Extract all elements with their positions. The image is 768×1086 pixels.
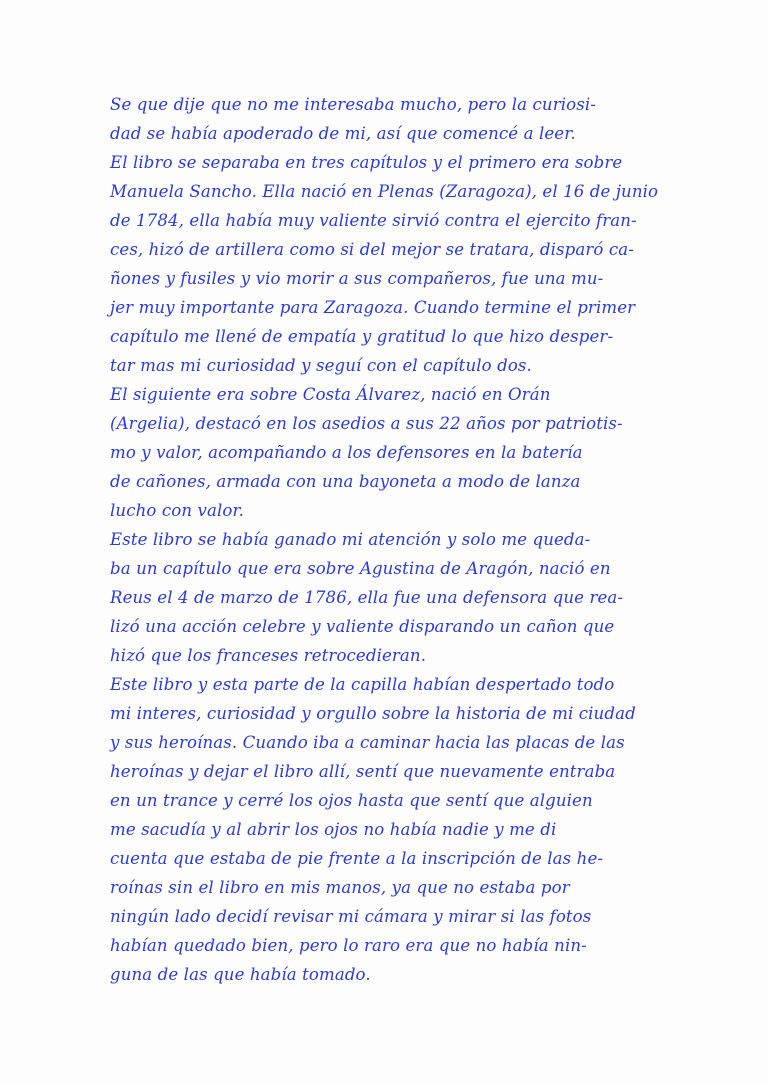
text-line: Manuela Sancho. Ella nació en Plenas (Zaragoza), el 16 de junio bbox=[110, 182, 659, 201]
text-line: hizó que los franceses retrocedieran. bbox=[110, 646, 427, 665]
text-line: Reus el 4 de marzo de 1786, ella fue una defensora que rea- bbox=[110, 588, 624, 607]
text-line: en un trance y cerré los ojos hasta que sentí que alguien bbox=[110, 791, 593, 810]
text-line: Este libro y esta parte de la capilla habían despertado todo bbox=[110, 675, 615, 694]
text-line: ba un capítulo que era sobre Agustina de Aragón, nació en bbox=[110, 559, 611, 578]
text-line: dad se había apoderado de mi, así que comencé a leer. bbox=[110, 124, 576, 143]
text-line: ces, hizó de artillera como si del mejor se tratara, disparó ca- bbox=[110, 240, 634, 259]
text-line: de 1784, ella había muy valiente sirvió contra el ejercito fran- bbox=[110, 211, 637, 230]
text-line: habían quedado bien, pero lo raro era que no había nin- bbox=[110, 936, 587, 955]
text-line: cuenta que estaba de pie frente a la inscripción de las he- bbox=[110, 849, 604, 868]
text-line: roínas sin el libro en mis manos, ya que no estaba por bbox=[110, 878, 570, 897]
text-line: heroínas y dejar el libro allí, sentí que nuevamente entraba bbox=[110, 762, 616, 781]
text-line: ñones y fusiles y vio morir a sus compañeros, fue una mu- bbox=[110, 269, 604, 288]
text-line: tar mas mi curiosidad y seguí con el capítulo dos. bbox=[110, 356, 532, 375]
text-line: mo y valor, acompañando a los defensores en la batería bbox=[110, 443, 583, 462]
text-line: me sacudía y al abrir los ojos no había nadie y me di bbox=[110, 820, 557, 839]
text-line: lizó una acción celebre y valiente disparando un cañon que bbox=[110, 617, 615, 636]
text-line: guna de las que había tomado. bbox=[110, 965, 371, 984]
text-line: Se que dije que no me interesaba mucho, pero la curiosi- bbox=[110, 95, 596, 114]
text-line: jer muy importante para Zaragoza. Cuando termine el primer bbox=[110, 298, 636, 317]
text-line: y sus heroínas. Cuando iba a caminar hacia las placas de las bbox=[110, 733, 625, 752]
text-line: Este libro se había ganado mi atención y solo me queda- bbox=[110, 530, 591, 549]
text-line: (Argelia), destacó en los asedios a sus 22 años por patriotis- bbox=[110, 414, 623, 433]
text-line: de cañones, armada con una bayoneta a modo de lanza bbox=[110, 472, 581, 491]
text-line: capítulo me llené de empatía y gratitud lo que hizo desper- bbox=[110, 327, 614, 346]
text-line: El siguiente era sobre Costa Álvarez, nació en Orán bbox=[110, 385, 551, 404]
handwritten-text bbox=[110, 90, 750, 989]
text-line: lucho con valor. bbox=[110, 501, 245, 520]
text-line: mi interes, curiosidad y orgullo sobre la historia de mi ciudad bbox=[110, 704, 636, 723]
text-line: El libro se separaba en tres capítulos y el primero era sobre bbox=[110, 153, 623, 172]
text-line: ningún lado decidí revisar mi cámara y mirar si las fotos bbox=[110, 907, 592, 926]
